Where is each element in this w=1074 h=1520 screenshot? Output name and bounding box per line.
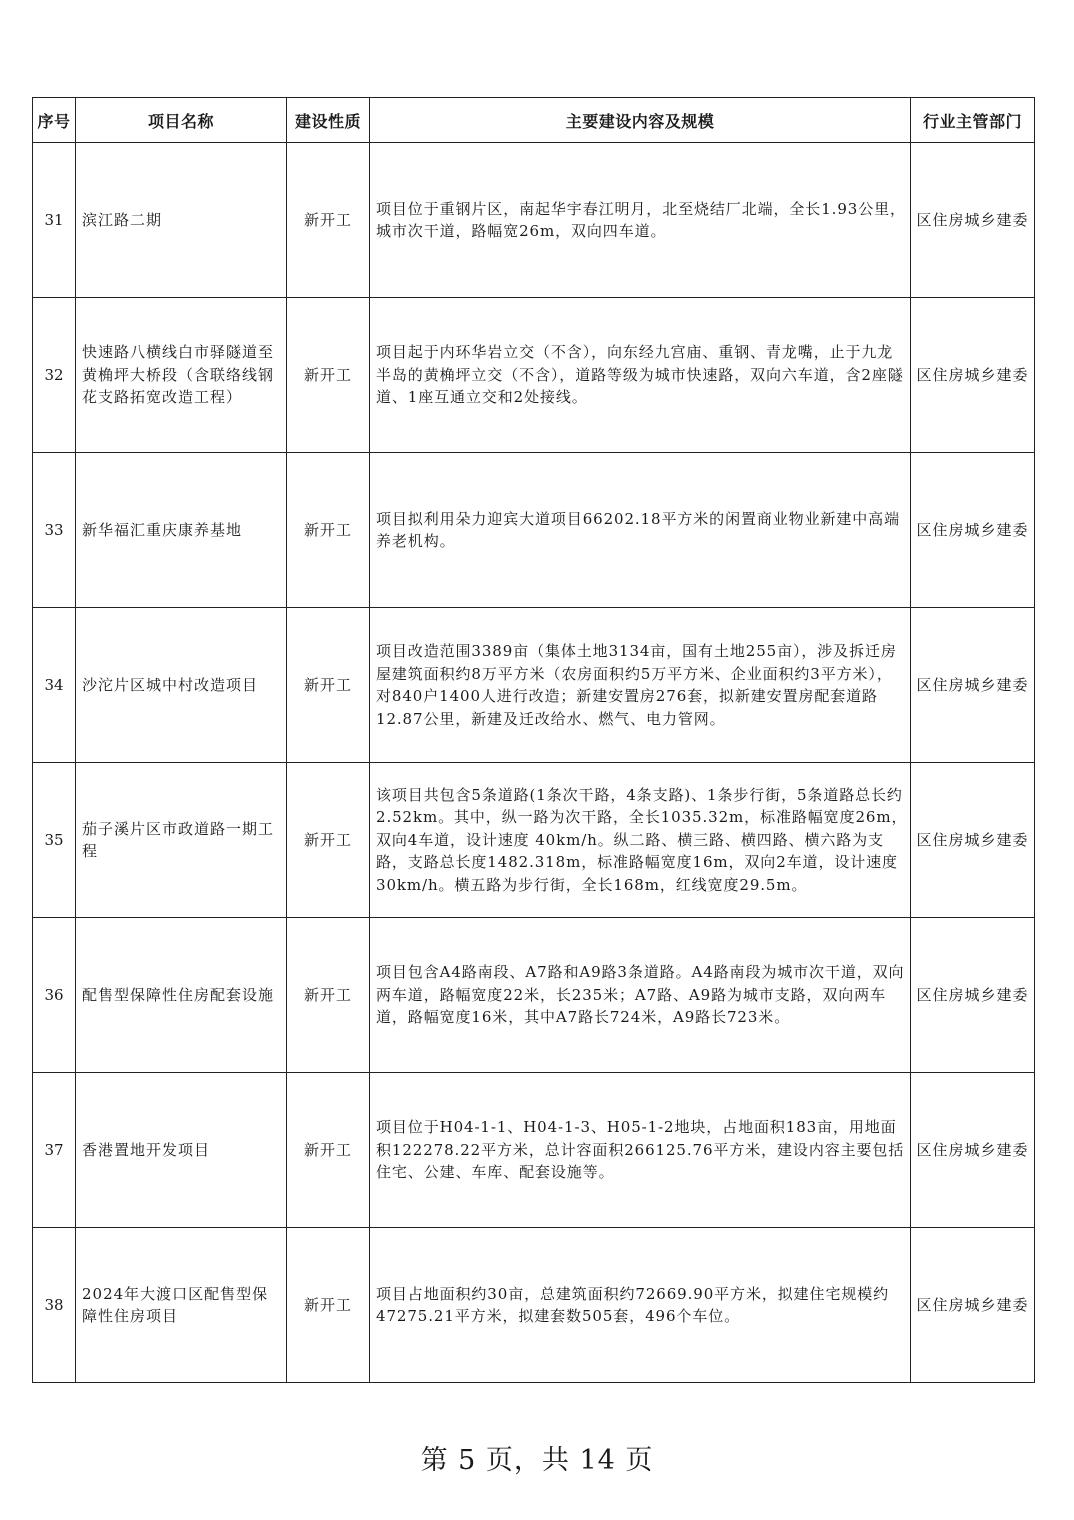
row-department: 区住房城乡建委 (911, 918, 1035, 1073)
row-department: 区住房城乡建委 (911, 453, 1035, 608)
row-construction-type: 新开工 (287, 298, 370, 453)
row-department: 区住房城乡建委 (911, 143, 1035, 298)
row-department: 区住房城乡建委 (911, 608, 1035, 763)
table-row (33, 1228, 1035, 1383)
row-construction-type: 新开工 (287, 1228, 370, 1383)
header-seq: 序号 (33, 98, 76, 143)
header-dept: 行业主管部门 (911, 98, 1035, 143)
row-department: 区住房城乡建委 (911, 763, 1035, 918)
row-construction-type: 新开工 (287, 763, 370, 918)
row-content: 项目位于重钢片区，南起华宇春江明月，北至烧结厂北端，全长1.93公里，城市次干道，路幅宽26m，双向四车道。 (370, 143, 911, 298)
row-content: 项目改造范围3389亩（集体土地3134亩，国有土地255亩），涉及拆迁房屋建筑面积约8万平方米（农房面积约5万平方米、企业面积约3平方米），对840户1400人进行改造；新建安置房276套，拟新建安置房配套道路12.87公里，新建及迁改给水、燃气、电力管网。 (370, 608, 911, 763)
row-project-name: 配售型保障性住房配套设施 (76, 918, 287, 1073)
row-construction-type: 新开工 (287, 143, 370, 298)
row-seq: 35 (33, 763, 76, 918)
row-project-name: 香港置地开发项目 (76, 1073, 287, 1228)
row-seq: 36 (33, 918, 76, 1073)
row-construction-type: 新开工 (287, 1073, 370, 1228)
table-row (33, 918, 1035, 1073)
row-content: 该项目共包含5条道路(1条次干路，4条支路)、1条步行街，5条道路总长约2.52km。其中，纵一路为次干路，全长1035.32m，标准路幅宽度26m，双向4车道，设计速度 40km/h。纵二路、横三路、横四路、横六路为支路，支路总长度1482.318m，标准路幅宽度16m，双向2车道，设计速度 30km/h。横五路为步行街，全长168m，红线宽度29.5m。 (370, 763, 911, 918)
header-row (33, 98, 1035, 143)
row-construction-type: 新开工 (287, 918, 370, 1073)
row-department: 区住房城乡建委 (911, 298, 1035, 453)
table-row (33, 453, 1035, 608)
table-row (33, 1073, 1035, 1228)
table-row (33, 608, 1035, 763)
row-content: 项目起于内环华岩立交（不含），向东经九宫庙、重钢、青龙嘴，止于九龙半岛的黄桷坪立交（不含），道路等级为城市快速路，双向六车道，含2座隧道、1座互通立交和2处接线。 (370, 298, 911, 453)
row-construction-type: 新开工 (287, 453, 370, 608)
table-row (33, 763, 1035, 918)
row-project-name: 沙沱片区城中村改造项目 (76, 608, 287, 763)
row-seq: 37 (33, 1073, 76, 1228)
table-row (33, 298, 1035, 453)
row-project-name: 新华福汇重庆康养基地 (76, 453, 287, 608)
project-table (32, 97, 1035, 1383)
page-number: 第 5 页，共 14 页 (420, 1445, 654, 1476)
row-seq: 32 (33, 298, 76, 453)
row-department: 区住房城乡建委 (911, 1228, 1035, 1383)
row-project-name: 快速路八横线白市驿隧道至黄桷坪大桥段（含联络线钢花支路拓宽改造工程） (76, 298, 287, 453)
row-project-name: 茄子溪片区市政道路一期工程 (76, 763, 287, 918)
row-project-name: 滨江路二期 (76, 143, 287, 298)
table-row (33, 143, 1035, 298)
header-name: 项目名称 (76, 98, 287, 143)
row-seq: 33 (33, 453, 76, 608)
header-type: 建设性质 (287, 98, 370, 143)
table-body (33, 143, 1035, 1383)
row-content: 项目包含A4路南段、A7路和A9路3条道路。A4路南段为城市次干道，双向两车道，路幅宽度22米，长235米；A7路、A9路为城市支路，双向两车道，路幅宽度16米，其中A7路长724米，A9路长723米。 (370, 918, 911, 1073)
row-department: 区住房城乡建委 (911, 1073, 1035, 1228)
row-content: 项目拟利用朵力迎宾大道项目66202.18平方米的闲置商业物业新建中高端养老机构。 (370, 453, 911, 608)
row-seq: 38 (33, 1228, 76, 1383)
table-header (33, 98, 1035, 143)
row-project-name: 2024年大渡口区配售型保障性住房项目 (76, 1228, 287, 1383)
row-content: 项目位于H04-1-1、H04-1-3、H05-1-2地块，占地面积183亩，用地面积122278.22平方米，总计容面积266125.76平方米，建设内容主要包括住宅、公建、车库、配套设施等。 (370, 1073, 911, 1228)
row-construction-type: 新开工 (287, 608, 370, 763)
header-content: 主要建设内容及规模 (370, 98, 911, 143)
row-seq: 34 (33, 608, 76, 763)
row-content: 项目占地面积约30亩，总建筑面积约72669.90平方米，拟建住宅规模约47275.21平方米，拟建套数505套，496个车位。 (370, 1228, 911, 1383)
row-seq: 31 (33, 143, 76, 298)
